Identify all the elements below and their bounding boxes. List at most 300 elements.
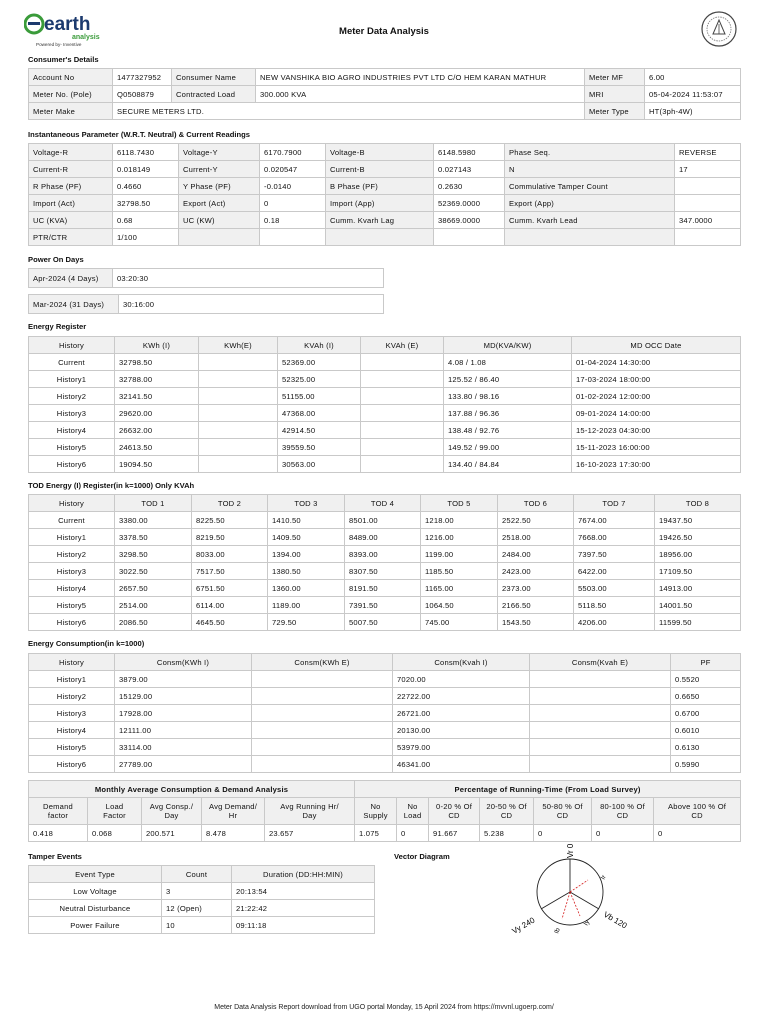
value-cell: 0.6650 — [671, 688, 741, 705]
table-row — [29, 161, 741, 178]
consumer-heading: Consumer's Details — [28, 55, 99, 64]
column-header: TOD 2 — [192, 495, 268, 512]
label-cell: Phase Seq. — [505, 144, 675, 161]
value-cell — [252, 705, 393, 722]
row-label-cell: History3 — [29, 705, 115, 722]
column-header: MD OCC Date — [572, 337, 741, 354]
value-cell — [361, 388, 444, 405]
table-row — [29, 212, 741, 229]
value-cell: SECURE METERS LTD. — [113, 103, 585, 120]
table-row — [29, 269, 384, 288]
label-cell: PTR/CTR — [29, 229, 113, 246]
label-cell: Y Phase (PF) — [179, 178, 260, 195]
table-row — [29, 705, 741, 722]
label-cell — [179, 229, 260, 246]
value-cell: 22722.00 — [393, 688, 530, 705]
row-label-cell: Neutral Disturbance — [29, 900, 162, 917]
label-cell: R Phase (PF) — [29, 178, 113, 195]
label-cell: Voltage-B — [326, 144, 434, 161]
value-cell: 2423.00 — [498, 563, 574, 580]
value-cell: 1410.50 — [268, 512, 345, 529]
value-cell — [675, 178, 741, 195]
table-row — [29, 688, 741, 705]
value-cell: 125.52 / 86.40 — [444, 371, 572, 388]
power-on-table-apr — [28, 268, 384, 288]
value-cell: 1189.00 — [268, 597, 345, 614]
value-cell: 4206.00 — [574, 614, 655, 631]
column-header: TOD 5 — [421, 495, 498, 512]
value-cell — [361, 405, 444, 422]
value-cell: 17109.50 — [655, 563, 741, 580]
column-header: Duration (DD:HH:MIN) — [232, 866, 375, 883]
value-cell — [199, 371, 278, 388]
row-label-cell: History5 — [29, 597, 115, 614]
row-label-cell: History3 — [29, 405, 115, 422]
value-cell: 0.018149 — [113, 161, 179, 178]
column-header: Event Type — [29, 866, 162, 883]
column-header: TOD 6 — [498, 495, 574, 512]
table-header-row — [29, 781, 741, 798]
value-cell: 8307.50 — [345, 563, 421, 580]
value-cell — [199, 422, 278, 439]
column-header: History — [29, 337, 115, 354]
column-header: Avg Running Hr/ Day — [265, 798, 355, 825]
monthly-analysis-table — [28, 780, 741, 842]
value-cell: 0.027143 — [434, 161, 505, 178]
table-row — [29, 195, 741, 212]
value-cell — [530, 756, 671, 773]
table-row — [29, 439, 741, 456]
label-cell: Import (App) — [326, 195, 434, 212]
value-cell: 300.000 KVA — [256, 86, 585, 103]
row-label-cell: History5 — [29, 439, 115, 456]
column-header: Above 100 % Of CD — [654, 798, 741, 825]
value-cell: 5118.50 — [574, 597, 655, 614]
value-cell: 29620.00 — [115, 405, 199, 422]
value-cell: 1064.50 — [421, 597, 498, 614]
table-row — [29, 86, 741, 103]
row-label-cell: Current — [29, 354, 115, 371]
value-cell: 134.40 / 84.84 — [444, 456, 572, 473]
label-cell: Apr-2024 (4 Days) — [29, 269, 113, 288]
label-cell: Import (Act) — [29, 195, 113, 212]
label-cell: Commulative Tamper Count — [505, 178, 675, 195]
label-cell: UC (KW) — [179, 212, 260, 229]
value-cell: 0.6010 — [671, 722, 741, 739]
instantaneous-heading: Instantaneous Parameter (W.R.T. Neutral) & Current Readings — [28, 130, 250, 139]
value-cell: 8489.00 — [345, 529, 421, 546]
value-cell: 1199.00 — [421, 546, 498, 563]
label-cell: Voltage-Y — [179, 144, 260, 161]
value-cell: 0.068 — [88, 825, 142, 842]
energy-register-table — [28, 336, 741, 473]
value-cell — [199, 354, 278, 371]
value-cell: 0 — [397, 825, 429, 842]
powered-by-text: Powered by- Inventive — [36, 42, 82, 47]
value-cell: 10 — [162, 917, 232, 934]
column-header: 20-50 % Of CD — [480, 798, 534, 825]
column-header: TOD 3 — [268, 495, 345, 512]
value-cell: 3380.00 — [115, 512, 192, 529]
value-cell — [361, 422, 444, 439]
row-label-cell: History6 — [29, 614, 115, 631]
row-label-cell: History6 — [29, 456, 115, 473]
value-cell: 09-01-2024 14:00:00 — [572, 405, 741, 422]
value-cell: 6170.7900 — [260, 144, 326, 161]
table-header-row — [29, 866, 375, 883]
value-cell: 17928.00 — [115, 705, 252, 722]
value-cell — [199, 456, 278, 473]
value-cell: 1216.00 — [421, 529, 498, 546]
value-cell: 09:11:18 — [232, 917, 375, 934]
value-cell — [530, 739, 671, 756]
value-cell: 15-12-2023 04:30:00 — [572, 422, 741, 439]
table-row — [29, 580, 741, 597]
table-row — [29, 103, 741, 120]
table-row — [29, 371, 741, 388]
value-cell: 15-11-2023 16:00:00 — [572, 439, 741, 456]
value-cell: 52325.00 — [278, 371, 361, 388]
value-cell: 18956.00 — [655, 546, 741, 563]
value-cell: 8393.00 — [345, 546, 421, 563]
table-row — [29, 739, 741, 756]
value-cell: 46341.00 — [393, 756, 530, 773]
iy-label: Iy — [582, 919, 592, 927]
value-cell — [199, 388, 278, 405]
value-cell: 1409.50 — [268, 529, 345, 546]
value-cell: 12111.00 — [115, 722, 252, 739]
value-cell: 6.00 — [645, 69, 741, 86]
value-cell: 3 — [162, 883, 232, 900]
label-cell: Export (Act) — [179, 195, 260, 212]
label-cell: Voltage-R — [29, 144, 113, 161]
row-label-cell: History6 — [29, 756, 115, 773]
column-header: TOD 8 — [655, 495, 741, 512]
value-cell: 133.80 / 98.16 — [444, 388, 572, 405]
value-cell: 0 — [260, 195, 326, 212]
ib-label: Ib — [553, 927, 562, 935]
value-cell: 7020.00 — [393, 671, 530, 688]
column-header: History — [29, 654, 115, 671]
value-cell: 0.6130 — [671, 739, 741, 756]
value-cell: 91.667 — [429, 825, 480, 842]
row-label-cell: Power Failure — [29, 917, 162, 934]
value-cell: 15129.00 — [115, 688, 252, 705]
value-cell: 3298.50 — [115, 546, 192, 563]
value-cell: 4.08 / 1.08 — [444, 354, 572, 371]
row-label-cell: History2 — [29, 546, 115, 563]
label-cell: MRI — [585, 86, 645, 103]
label-cell: Contracted Load — [172, 86, 256, 103]
value-cell: 38669.0000 — [434, 212, 505, 229]
column-header: KVAh (E) — [361, 337, 444, 354]
label-cell: Meter Type — [585, 103, 645, 120]
value-cell: 39559.50 — [278, 439, 361, 456]
value-cell — [361, 371, 444, 388]
value-cell: 19094.50 — [115, 456, 199, 473]
logo-text: earth — [44, 14, 91, 35]
label-cell — [326, 229, 434, 246]
value-cell: 05-04-2024 11:53:07 — [645, 86, 741, 103]
value-cell: 32788.00 — [115, 371, 199, 388]
table-row — [29, 144, 741, 161]
table-row — [29, 512, 741, 529]
label-cell: Current-B — [326, 161, 434, 178]
table-row — [29, 825, 741, 842]
table-row — [29, 756, 741, 773]
iy-phasor — [570, 892, 580, 916]
label-cell: Meter MF — [585, 69, 645, 86]
value-cell — [252, 756, 393, 773]
ir-label: Ir — [599, 874, 608, 881]
tod-heading: TOD Energy (I) Register(in k=1000) Only KVAh — [28, 481, 195, 490]
row-label-cell: History4 — [29, 580, 115, 597]
column-header: Consm(KWh I) — [115, 654, 252, 671]
column-header: No Load — [397, 798, 429, 825]
table-header-row — [29, 654, 741, 671]
value-cell: 0.2630 — [434, 178, 505, 195]
consumption-heading: Energy Consumption(in k=1000) — [28, 639, 145, 648]
value-cell: 0.18 — [260, 212, 326, 229]
logo-sub: analysis — [72, 34, 100, 41]
value-cell: REVERSE — [675, 144, 741, 161]
value-cell: 33114.00 — [115, 739, 252, 756]
row-label-cell: History2 — [29, 388, 115, 405]
value-cell: 3378.50 — [115, 529, 192, 546]
value-cell: 17-03-2024 18:00:00 — [572, 371, 741, 388]
table-row — [29, 614, 741, 631]
table-row — [29, 295, 384, 314]
value-cell — [530, 722, 671, 739]
value-cell: 0.68 — [113, 212, 179, 229]
value-cell: 2373.00 — [498, 580, 574, 597]
value-cell: 7391.50 — [345, 597, 421, 614]
value-cell: 0.5520 — [671, 671, 741, 688]
table-row — [29, 354, 741, 371]
value-cell: 26721.00 — [393, 705, 530, 722]
value-cell: 1.075 — [355, 825, 397, 842]
vb-phasor — [570, 892, 599, 909]
value-cell: 12 (Open) — [162, 900, 232, 917]
value-cell: 5007.50 — [345, 614, 421, 631]
table-row — [29, 405, 741, 422]
value-cell: 51155.00 — [278, 388, 361, 405]
value-cell: Q0508879 — [113, 86, 172, 103]
value-cell: 32798.50 — [115, 354, 199, 371]
value-cell: 3879.00 — [115, 671, 252, 688]
row-label-cell: Current — [29, 512, 115, 529]
table-row — [29, 422, 741, 439]
value-cell: 7674.00 — [574, 512, 655, 529]
power-on-table-mar — [28, 294, 384, 314]
column-header: KVAh (I) — [278, 337, 361, 354]
value-cell: 17 — [675, 161, 741, 178]
value-cell: 1165.00 — [421, 580, 498, 597]
label-cell: Current-R — [29, 161, 113, 178]
table-row — [29, 178, 741, 195]
value-cell: 26632.00 — [115, 422, 199, 439]
value-cell: 21:22:42 — [232, 900, 375, 917]
column-header: No Supply — [355, 798, 397, 825]
table-row — [29, 722, 741, 739]
table-row — [29, 69, 741, 86]
value-cell: 8225.50 — [192, 512, 268, 529]
ir-phasor — [570, 880, 588, 892]
value-cell: NEW VANSHIKA BIO AGRO INDUSTRIES PVT LTD C/O HEM KARAN MATHUR — [256, 69, 585, 86]
value-cell: 01-02-2024 12:00:00 — [572, 388, 741, 405]
value-cell — [260, 229, 326, 246]
value-cell — [675, 229, 741, 246]
value-cell: 0.5990 — [671, 756, 741, 773]
table-row — [29, 456, 741, 473]
value-cell — [530, 688, 671, 705]
value-cell: 7397.50 — [574, 546, 655, 563]
value-cell — [530, 705, 671, 722]
label-cell: Current-Y — [179, 161, 260, 178]
value-cell: 6148.5980 — [434, 144, 505, 161]
value-cell: 01-04-2024 14:30:00 — [572, 354, 741, 371]
label-cell: Meter Make — [29, 103, 113, 120]
value-cell: 32141.50 — [115, 388, 199, 405]
label-cell: Cumm. Kvarh Lead — [505, 212, 675, 229]
table-row — [29, 229, 741, 246]
value-cell — [434, 229, 505, 246]
row-label-cell: History1 — [29, 371, 115, 388]
value-cell: 0.020547 — [260, 161, 326, 178]
tamper-table — [28, 865, 375, 934]
value-cell: 30563.00 — [278, 456, 361, 473]
value-cell: 6422.00 — [574, 563, 655, 580]
value-cell: 03:20:30 — [113, 269, 384, 288]
row-label-cell: History1 — [29, 671, 115, 688]
value-cell — [361, 456, 444, 473]
tamper-heading: Tamper Events — [28, 852, 82, 861]
value-cell: HT(3ph-4W) — [645, 103, 741, 120]
column-header: Consm(Kvah E) — [530, 654, 671, 671]
value-cell: 347.0000 — [675, 212, 741, 229]
value-cell — [361, 354, 444, 371]
value-cell: 729.50 — [268, 614, 345, 631]
value-cell: 2518.00 — [498, 529, 574, 546]
instantaneous-table — [28, 143, 741, 246]
value-cell: 8033.00 — [192, 546, 268, 563]
value-cell: 1185.50 — [421, 563, 498, 580]
vr-label: Vr 0 — [566, 843, 575, 858]
column-header: Count — [162, 866, 232, 883]
row-label-cell: Low Voltage — [29, 883, 162, 900]
value-cell: -0.0140 — [260, 178, 326, 195]
value-cell: 19437.50 — [655, 512, 741, 529]
table-row — [29, 563, 741, 580]
column-header: MD(KVA/KW) — [444, 337, 572, 354]
label-cell: Mar-2024 (31 Days) — [29, 295, 119, 314]
table-row — [29, 671, 741, 688]
value-cell: 42914.50 — [278, 422, 361, 439]
tod-table — [28, 494, 741, 631]
energy-register-heading: Energy Register — [28, 322, 87, 331]
table-header-row — [29, 798, 741, 825]
value-cell — [199, 439, 278, 456]
value-cell: 2514.00 — [115, 597, 192, 614]
consumer-table — [28, 68, 741, 120]
label-cell: Consumer Name — [172, 69, 256, 86]
value-cell: 7668.00 — [574, 529, 655, 546]
value-cell: 6751.50 — [192, 580, 268, 597]
table-row — [29, 546, 741, 563]
value-cell: 27789.00 — [115, 756, 252, 773]
table-row — [29, 900, 375, 917]
vector-heading: Vector Diagram — [394, 852, 450, 861]
value-cell: 3022.50 — [115, 563, 192, 580]
table-row — [29, 883, 375, 900]
value-cell — [252, 739, 393, 756]
table-row — [29, 529, 741, 546]
value-cell: 23.657 — [265, 825, 355, 842]
value-cell: 52369.00 — [278, 354, 361, 371]
column-header: KWh (I) — [115, 337, 199, 354]
column-header: 0-20 % Of CD — [429, 798, 480, 825]
vector-diagram — [500, 842, 640, 952]
value-cell: 30:16:00 — [119, 295, 384, 314]
value-cell: 1394.00 — [268, 546, 345, 563]
label-cell: UC (KVA) — [29, 212, 113, 229]
value-cell: 8501.00 — [345, 512, 421, 529]
value-cell: 6114.00 — [192, 597, 268, 614]
value-cell: 6118.7430 — [113, 144, 179, 161]
value-cell: 1360.00 — [268, 580, 345, 597]
vy-label: Vy 240 — [510, 915, 537, 936]
column-header: Demand factor — [29, 798, 88, 825]
column-header: PF — [671, 654, 741, 671]
value-cell: 32798.50 — [113, 195, 179, 212]
value-cell: 4645.50 — [192, 614, 268, 631]
footer-note: Meter Data Analysis Report download from UGO portal Monday, 15 April 2024 from https://mvvnl.ugoerp.com/ — [214, 1004, 554, 1011]
value-cell: 53979.00 — [393, 739, 530, 756]
value-cell: 8219.50 — [192, 529, 268, 546]
column-header: History — [29, 495, 115, 512]
value-cell: 2086.50 — [115, 614, 192, 631]
value-cell — [675, 195, 741, 212]
value-cell: 5.238 — [480, 825, 534, 842]
value-cell: 5503.00 — [574, 580, 655, 597]
label-cell: Meter No. (Pole) — [29, 86, 113, 103]
label-cell: Cumm. Kvarh Lag — [326, 212, 434, 229]
column-header: TOD 7 — [574, 495, 655, 512]
power-on-heading: Power On Days — [28, 255, 84, 264]
value-cell: 0.4660 — [113, 178, 179, 195]
value-cell: 0.6700 — [671, 705, 741, 722]
value-cell: 20:13:54 — [232, 883, 375, 900]
value-cell: 0 — [592, 825, 654, 842]
row-label-cell: History4 — [29, 422, 115, 439]
column-header: Avg Consp./ Day — [142, 798, 202, 825]
label-cell: B Phase (PF) — [326, 178, 434, 195]
value-cell: 2484.00 — [498, 546, 574, 563]
government-seal-icon — [700, 10, 738, 48]
value-cell: 11599.50 — [655, 614, 741, 631]
value-cell — [252, 671, 393, 688]
value-cell: 52369.0000 — [434, 195, 505, 212]
table-header-row — [29, 495, 741, 512]
value-cell: 24613.50 — [115, 439, 199, 456]
value-cell: 8.478 — [202, 825, 265, 842]
table-header-row — [29, 337, 741, 354]
value-cell: 8191.50 — [345, 580, 421, 597]
value-cell: 149.52 / 99.00 — [444, 439, 572, 456]
row-label-cell: History5 — [29, 739, 115, 756]
value-cell: 14001.50 — [655, 597, 741, 614]
value-cell: 47368.00 — [278, 405, 361, 422]
